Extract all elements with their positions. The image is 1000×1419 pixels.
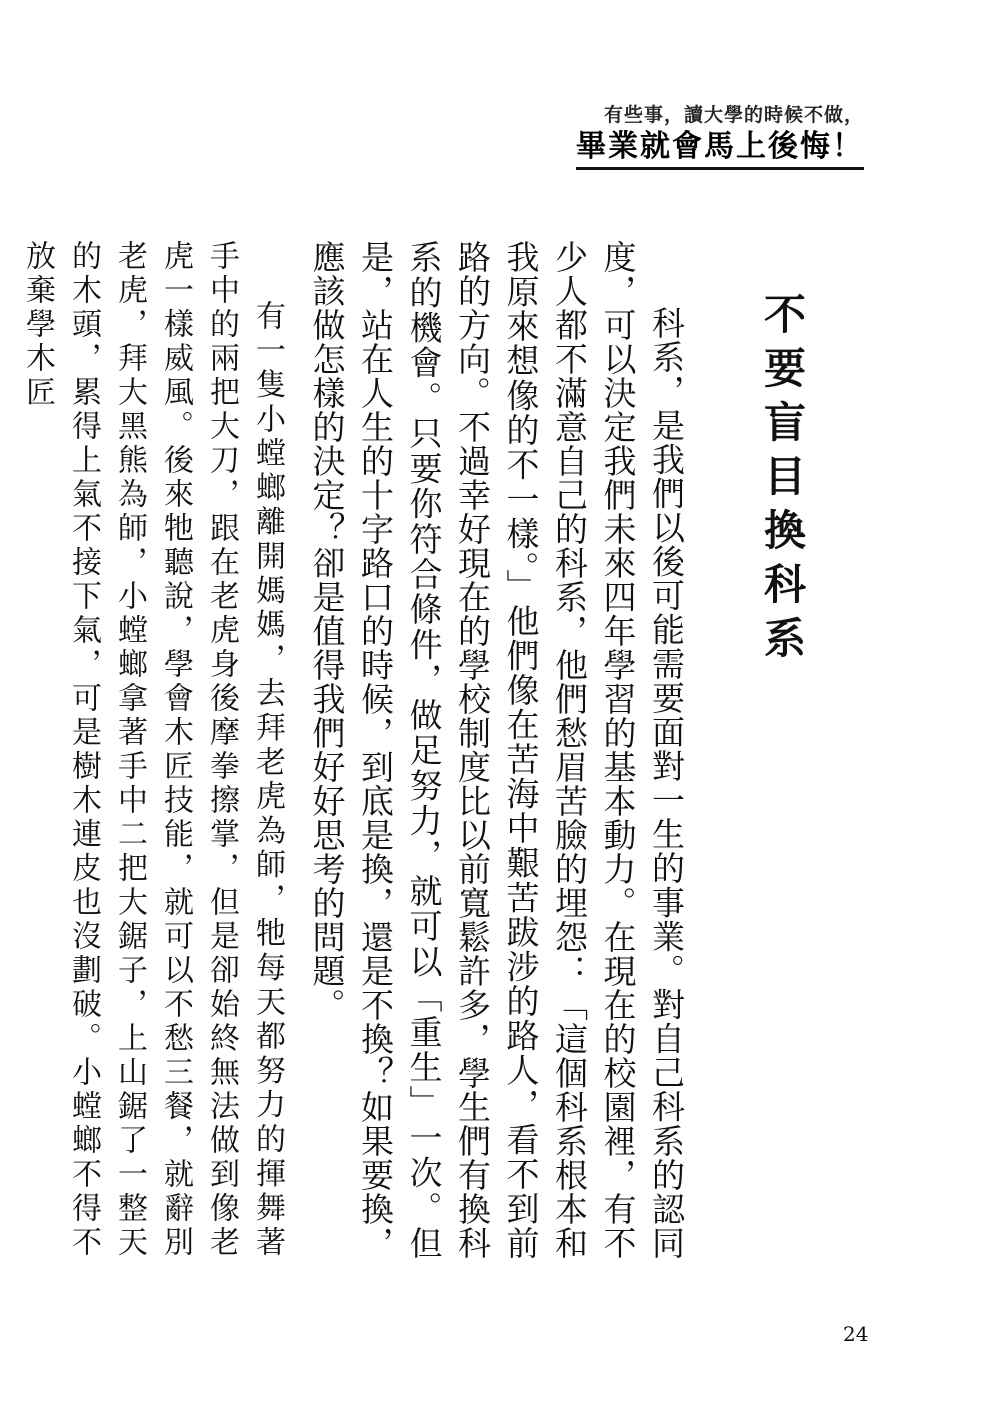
header-underline bbox=[576, 167, 864, 170]
paragraph-2: 有一隻小螳螂離開媽媽，去拜老虎為師，牠每天都努力的揮舞著手中的兩把大刀，跟在老虎身後摩拳擦掌，但是卻始終無法做到像老虎一樣威風。後來牠聽說，學會木匠技能，就可以不愁三餐，就辭別老虎，拜大黑熊為師，小螳螂拿著手中二把大鋸子，上山鋸了一整天的木頭，累得上氣不接下氣，可是樹木連皮也沒劃破。小螳螂不得不放棄學木匠 bbox=[20, 240, 285, 1260]
paragraph-1: 科系，是我們以後可能需要面對一生的事業。對自己科系的認同度，可以決定我們未來四年學習的基本動力。在現在的校園裡，有不少人都不滿意自己的科系，他們愁眉苦臉的埋怨：「這個科系根本和我原來想像的不一樣。」他們像在苦海中艱苦跋涉的路人，看不到前路的方向。不過幸好現在的學校制度比以前寬鬆許多，學生們有換科系的機會。只要你符合條件，做足努力，就可以「重生」一次。但是，站在人生的十字路口的時候，到底是換，還是不換？如果要換，應該做怎樣的決定？卻是值得我們好好思考的問題。 bbox=[307, 240, 686, 1260]
body-text bbox=[20, 240, 690, 1260]
chapter-title: 不要盲目換科系 bbox=[758, 292, 807, 670]
page-number: 24 bbox=[843, 1322, 869, 1346]
running-header bbox=[544, 100, 864, 170]
header-title: 畢業就會馬上後悔！ bbox=[576, 129, 864, 164]
header-subtitle: 有些事，讀大學的時候不做， bbox=[603, 104, 864, 126]
